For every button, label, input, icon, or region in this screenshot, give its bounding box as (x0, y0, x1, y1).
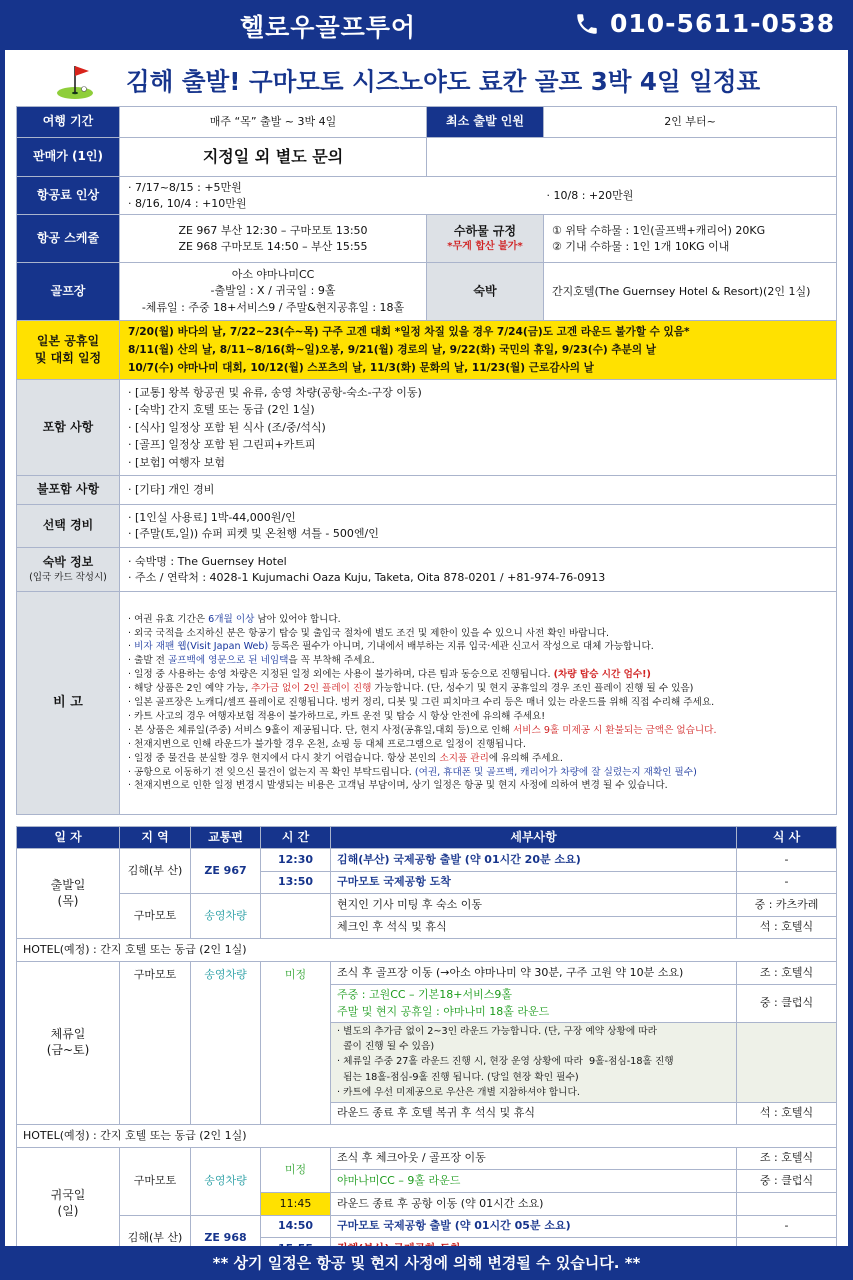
golf-info (120, 263, 427, 321)
remark-text: · (128, 641, 135, 653)
remark-highlight: (여권, 휴대폰 및 골프백, 캐리어가 차량에 잘 실렸는지 재확인 필수) (414, 766, 697, 778)
row-optional (17, 505, 837, 548)
row-price (17, 138, 837, 177)
day2-transfer: 송영차량 (191, 961, 261, 1124)
day3-region-gimhae: 김해(부 산) (120, 1215, 191, 1260)
lodging-info (120, 548, 837, 592)
airfare-line-1: · 7/17~8/15 : +5만원 (128, 180, 242, 194)
remark-highlight: 비자 재팬 웹(Visit Japan Web) (134, 641, 269, 653)
optional-label: 선택 경비 (17, 505, 120, 548)
table-row (17, 1147, 837, 1170)
day3-region-kumamoto: 구마모토 (120, 1147, 191, 1215)
golf-flag-icon (55, 60, 95, 100)
remark-text: · 여권 유효 기간은 (128, 613, 209, 625)
remark-item: · 천재지변으로 인한 일정 변경시 발생되는 비용은 고객님 부담이며, 상기 일정은 항공 및 현지 사정에 의하여 변경 될 수 있습니다. (128, 780, 668, 792)
phone-contact[interactable] (574, 9, 835, 38)
row-airfare (17, 177, 837, 215)
footer-notice: ** 상기 일정은 항공 및 현지 사정에 의해 변경될 수 있습니다. ** (0, 1246, 853, 1280)
golf-label: 골프장 (17, 263, 120, 321)
min-people-label: 최소 출발 인원 (427, 107, 544, 138)
day2-name: 체류일 (50, 1027, 86, 1042)
remark-text: 등록은 필수가 아니며, 기내에서 배부하는 지류 입국·세관 신고서 작성으로 대체 가능합니다. (268, 641, 654, 653)
day3-flight: ZE 968 (191, 1215, 261, 1260)
phone-icon (574, 11, 600, 37)
remark-highlight: 6개월 이상 (208, 613, 255, 625)
flight-return: ZE 968 구마모토 14:50 – 부산 15:55 (178, 239, 368, 253)
day1-event-4: 체크인 후 석식 및 휴식 (331, 916, 737, 939)
day2-event-1: 조식 후 골프장 이동 (→아소 야마나미 약 30분, 구주 고원 약 10분 소요) (331, 961, 737, 984)
day1-meal-3: 중 : 카츠카레 (737, 894, 837, 917)
included-list (120, 380, 837, 476)
day2-meal-2: 중 : 클럽식 (737, 984, 837, 1022)
excluded-label: 불포함 사항 (17, 476, 120, 505)
remark-text: 을 꼭 부착해 주세요. (288, 655, 375, 667)
day1-event-2: 구마모토 국제공항 도착 (331, 871, 737, 894)
schedule-table (16, 826, 837, 1261)
remark-text: · 공항으로 이동하기 전 잊으신 물건이 없는지 꼭 확인 부탁드립니다. (128, 766, 415, 778)
remark-highlight: 골프백에 영문으로 된 네임택 (168, 655, 289, 667)
airfare-right: · 10/8 : +20만원 (427, 177, 837, 215)
day2-label (17, 961, 120, 1124)
day2-note: · 별도의 추가금 없이 2~3인 라운드 가능합니다. (단, 구장 예약 상황에 따라 (337, 1025, 658, 1037)
header-bar (0, 0, 853, 50)
remark-text: · 일정 중 사용하는 송영 차량은 지정된 일정 외에는 사용이 불가하며, 다른 팀과 동승으로 진행됩니다. (128, 669, 554, 681)
price-empty (427, 138, 837, 177)
day2-event-3: 라운드 종료 후 호텔 복귀 후 석식 및 휴식 (331, 1102, 737, 1125)
day1-time-empty (261, 894, 331, 939)
remark-item (128, 752, 828, 766)
remark-item: · 일본 골프장은 노캐디/셀프 플레이로 진행됩니다. 벙커 정리, 디봇 및 그린 피치마크 수리 등은 매너 있는 라운드를 위해 직접 수리해 주세요. (128, 697, 715, 709)
day3-meal-4: - (737, 1215, 837, 1238)
day1-event-1: 김해(부산) 국제공항 출발 (약 01시간 20분 소요) (331, 849, 737, 872)
holiday-list (120, 321, 837, 380)
golf-departure-day: -출발일 : X / 귀국일 : 9홀 (210, 284, 336, 298)
day1-time-2: 13:50 (261, 871, 331, 894)
excluded-value: · [기타] 개인 경비 (120, 476, 837, 505)
col-details: 세부사항 (331, 827, 737, 849)
page-title: 김해 출발! 구마모토 시즈노야도 료칸 골프 3박 4일 일정표 (126, 67, 761, 96)
baggage-label: 수하물 규정 (453, 223, 517, 238)
day2-hotel: HOTEL(예정) : 간지 호텔 또는 동급 (2인 1실) (17, 1125, 837, 1148)
day1-meal-1: - (737, 849, 837, 872)
remark-item: · 외국 국적을 소지하신 분은 항공기 탑승 및 출입국 절차에 별도 조건 및 제한이 있을 수 있으니 사전 확인 바랍니다. (128, 627, 610, 639)
day1-region-kumamoto: 구마모토 (120, 894, 191, 939)
row-golf (17, 263, 837, 321)
airfare-label: 항공료 인상 (17, 177, 120, 215)
day2-region: 구마모토 (120, 961, 191, 1124)
day3-meal-2: 중 : 클럽식 (737, 1170, 837, 1193)
day2-note: 콜이 진행 될 수 있음) (337, 1040, 435, 1052)
period-value: 매주 “목” 출발 ~ 3박 4일 (120, 107, 427, 138)
table-row (17, 961, 837, 984)
remark-warning: 소지품 관리 (439, 752, 489, 764)
remark-warning: 추가금 없이 2인 플레이 진행 (251, 683, 372, 695)
day2-meal-3: 석 : 호텔식 (737, 1102, 837, 1125)
table-row (17, 849, 837, 872)
day2-note: · 체류일 주중 27홀 라운드 진행 시, 현장 운영 상황에 따라 9홀-점심-18홀 진행 (337, 1056, 674, 1068)
brand-name: 헬로우골프투어 (240, 13, 417, 42)
holiday-line-3: 10/7(수) 야마나미 대회, 10/12(월) 스포츠의 날, 11/3(화) 문화의 날, 11/23(월) 근로감사의 날 (128, 362, 594, 374)
lodging-address: · 주소 / 연락처 : 4028-1 Kujumachi Oaza Kuju, Taketa, Oita 878-0201 / +81-974-76-0913 (128, 570, 606, 584)
title-row (0, 54, 853, 106)
info-table (16, 106, 837, 815)
optional-list (120, 505, 837, 548)
remark-item: · 천재지변으로 인해 라운드가 불가할 경우 온천, 쇼핑 등 대체 프로그램으로 일정이 진행됩니다. (128, 738, 526, 750)
included-label: 포함 사항 (17, 380, 120, 476)
day1-hotel: HOTEL(예정) : 간지 호텔 또는 동급 (2인 1실) (17, 939, 837, 962)
golf-course-name: 아소 야마나미CC (231, 267, 315, 281)
col-time: 시 간 (261, 827, 331, 849)
schedule-header-row (17, 827, 837, 849)
day3-meal-1: 조 : 호텔식 (737, 1147, 837, 1170)
table-row (17, 1215, 837, 1238)
row-period (17, 107, 837, 138)
row-lodging (17, 548, 837, 592)
remark-item (128, 766, 828, 780)
optional-single-room: · [1인실 사용료] 1박-44,000원/인 (128, 511, 296, 525)
holiday-label-1: 일본 공휴일 (36, 333, 100, 348)
included-item: · [보험] 여행자 보험 (128, 455, 225, 469)
day1-region-gimhae: 김해(부 산) (120, 849, 191, 894)
included-item: · [숙박] 간지 호텔 또는 동급 (2인 1실) (128, 403, 315, 417)
remark-item (128, 668, 828, 682)
day2-time: 미정 (261, 961, 331, 1124)
day1-event-3: 현지인 기사 미팅 후 숙소 이동 (331, 894, 737, 917)
day3-event-1: 조식 후 체크아웃 / 골프장 이동 (331, 1147, 737, 1170)
remark-item (128, 724, 828, 738)
day2-weekend-golf: 주말 및 현지 공휴일 : 야마나미 18홀 라운드 (337, 1005, 550, 1019)
row-included (17, 380, 837, 476)
day2-weekday: (금~토) (46, 1043, 90, 1058)
lodging-name: · 숙박명 : The Guernsey Hotel (128, 554, 287, 568)
day1-transfer: 송영차량 (191, 894, 261, 939)
baggage-rules (544, 215, 837, 263)
day2-notes-meal-empty (737, 1022, 837, 1102)
day3-meal-3-empty (737, 1192, 837, 1215)
day1-name: 출발일 (50, 878, 86, 893)
period-label: 여행 기간 (17, 107, 120, 138)
day3-event-2: 야마나미CC – 9홀 라운드 (331, 1170, 737, 1193)
table-row (17, 939, 837, 962)
day3-time-4: 14:50 (261, 1215, 331, 1238)
remark-text: 가능합니다. (단, 성수기 및 현지 공휴일의 경우 조인 플레이 진행 될 수 있음) (371, 683, 694, 695)
day3-label (17, 1147, 120, 1260)
airfare-line-2: · 8/16, 10/4 : +10만원 (128, 196, 247, 210)
hotel-label: 숙박 (427, 263, 544, 321)
day1-meal-2: - (737, 871, 837, 894)
day1-flight: ZE 967 (191, 849, 261, 894)
lodging-label (17, 548, 120, 592)
remarks-list (120, 592, 837, 815)
included-item: · [교통] 왕복 항공권 및 유류, 송영 차량(공항-숙소-구장 이동) (128, 385, 422, 399)
remark-item: · 카트 사고의 경우 여행자보험 적용이 불가하므로, 카트 운전 및 탑승 시 항상 안전에 유의해 주세요! (128, 710, 546, 722)
day1-meal-4: 석 : 호텔식 (737, 916, 837, 939)
flight-label: 항공 스케줄 (17, 215, 120, 263)
remarks-label: 비 고 (17, 592, 120, 815)
remark-text: · 일정 중 물건을 분실할 경우 현지에서 다시 찾기 어렵습니다. 항상 본인의 (128, 752, 440, 764)
day2-notes (331, 1022, 737, 1102)
col-transport: 교통편 (191, 827, 261, 849)
lodging-label-2: (입국 카드 작성시) (29, 572, 107, 584)
price-value: 지정일 외 별도 문의 (120, 138, 427, 177)
day1-label (17, 849, 120, 939)
day3-weekday: (일) (57, 1203, 79, 1218)
phone-number[interactable]: 010-5611-0538 (610, 9, 836, 38)
lodging-label-1: 숙박 정보 (42, 554, 94, 569)
baggage-carry-on: ② 기내 수하물 : 1인 1개 10KG 이내 (552, 239, 730, 253)
day3-transfer: 송영차량 (191, 1147, 261, 1215)
holiday-label-2: 및 대회 일정 (34, 351, 102, 365)
day2-note: 됨는 18홀-점심-9홀 진행 됩니다. (당일 현장 확인 필수) (337, 1071, 579, 1083)
row-flight (17, 215, 837, 263)
baggage-label-cell (427, 215, 544, 263)
day3-time: 미정 (261, 1147, 331, 1192)
remark-warning: (차량 탑승 시간 엄수!) (553, 669, 651, 681)
golf-stay-days: -체류일 : 주중 18+서비스9 / 주말&현지공휴일 : 18홀 (141, 300, 405, 314)
included-item: · [식사] 일정상 포함 된 식사 (조/중/석식) (128, 420, 326, 434)
optional-shuttle: · [주말(토,일)) 슈퍼 피켓 및 온천행 셔틀 - 500엔/인 (128, 527, 379, 540)
day2-meal-1: 조 : 호텔식 (737, 961, 837, 984)
included-item: · [골프] 일정상 포함 된 그린피+카트피 (128, 438, 316, 452)
remark-item (128, 640, 828, 654)
remark-text: · 본 상품은 체류일(주중) 서비스 9홀이 제공됩니다. 단, 현지 사정(공휴일,대회 등)으로 인해 (128, 724, 513, 736)
holiday-label (17, 321, 120, 380)
remark-warning: 서비스 9홀 미제공 시 환불되는 금액은 없습니다. (512, 724, 717, 736)
day2-weekday-golf: 주중 : 고원CC – 기본18+서비스9홀 (337, 988, 513, 1002)
day3-name: 귀국일 (50, 1188, 86, 1203)
row-holidays (17, 321, 837, 380)
holiday-line-2: 8/11(월) 산의 날, 8/11~8/16(화~일)오봉, 9/21(월) 경로의 날, 9/22(화) 국민의 휴일, 9/23(수) 추분의 날 (128, 344, 657, 356)
row-excluded (17, 476, 837, 505)
day3-event-4: 구마모토 국제공항 출발 (약 01시간 05분 소요) (331, 1215, 737, 1238)
holiday-line-1: 7/20(월) 바다의 날, 7/22~23(수~목) 구주 고겐 대회 *일정 차질 있을 경우 7/24(금)도 고겐 라운드 불가할 수 있음* (128, 326, 690, 338)
day1-weekday: (목) (57, 893, 79, 908)
airfare-left (120, 177, 427, 215)
flight-outbound: ZE 967 부산 12:30 – 구마모토 13:50 (178, 223, 368, 237)
remark-item (128, 682, 828, 696)
day2-note: · 카트에 우선 미제공으로 우산은 개별 지참하셔야 합니다. (337, 1087, 580, 1099)
day2-event-golf (331, 984, 737, 1022)
hotel-value: 간지호텔(The Guernsey Hotel & Resort)(2인 1실) (544, 263, 837, 321)
remark-text: 남아 있어야 합니다. (254, 613, 341, 625)
remark-text: 에 유의해 주세요. (488, 752, 563, 764)
table-row (17, 1125, 837, 1148)
day1-time-1: 12:30 (261, 849, 331, 872)
row-remarks (17, 592, 837, 815)
col-date: 일 자 (17, 827, 120, 849)
min-people-value: 2인 부터~ (544, 107, 837, 138)
remark-item (128, 654, 828, 668)
remark-text: · 해당 상품은 2인 예약 가능, (128, 683, 252, 695)
flight-schedule (120, 215, 427, 263)
baggage-checked: ① 위탁 수하물 : 1인(골프백+캐리어) 20KG (552, 223, 766, 237)
day3-time-3: 11:45 (261, 1192, 331, 1215)
table-row (17, 894, 837, 917)
remark-item (128, 613, 828, 627)
col-meal: 식 사 (737, 827, 837, 849)
price-label: 판매가 (1인) (17, 138, 120, 177)
baggage-note: *무게 합산 불가* (447, 240, 523, 252)
col-region: 지 역 (120, 827, 191, 849)
day3-event-3: 라운드 종료 후 공항 이동 (약 01시간 소요) (331, 1192, 737, 1215)
remark-text: · 출발 전 (128, 655, 169, 667)
